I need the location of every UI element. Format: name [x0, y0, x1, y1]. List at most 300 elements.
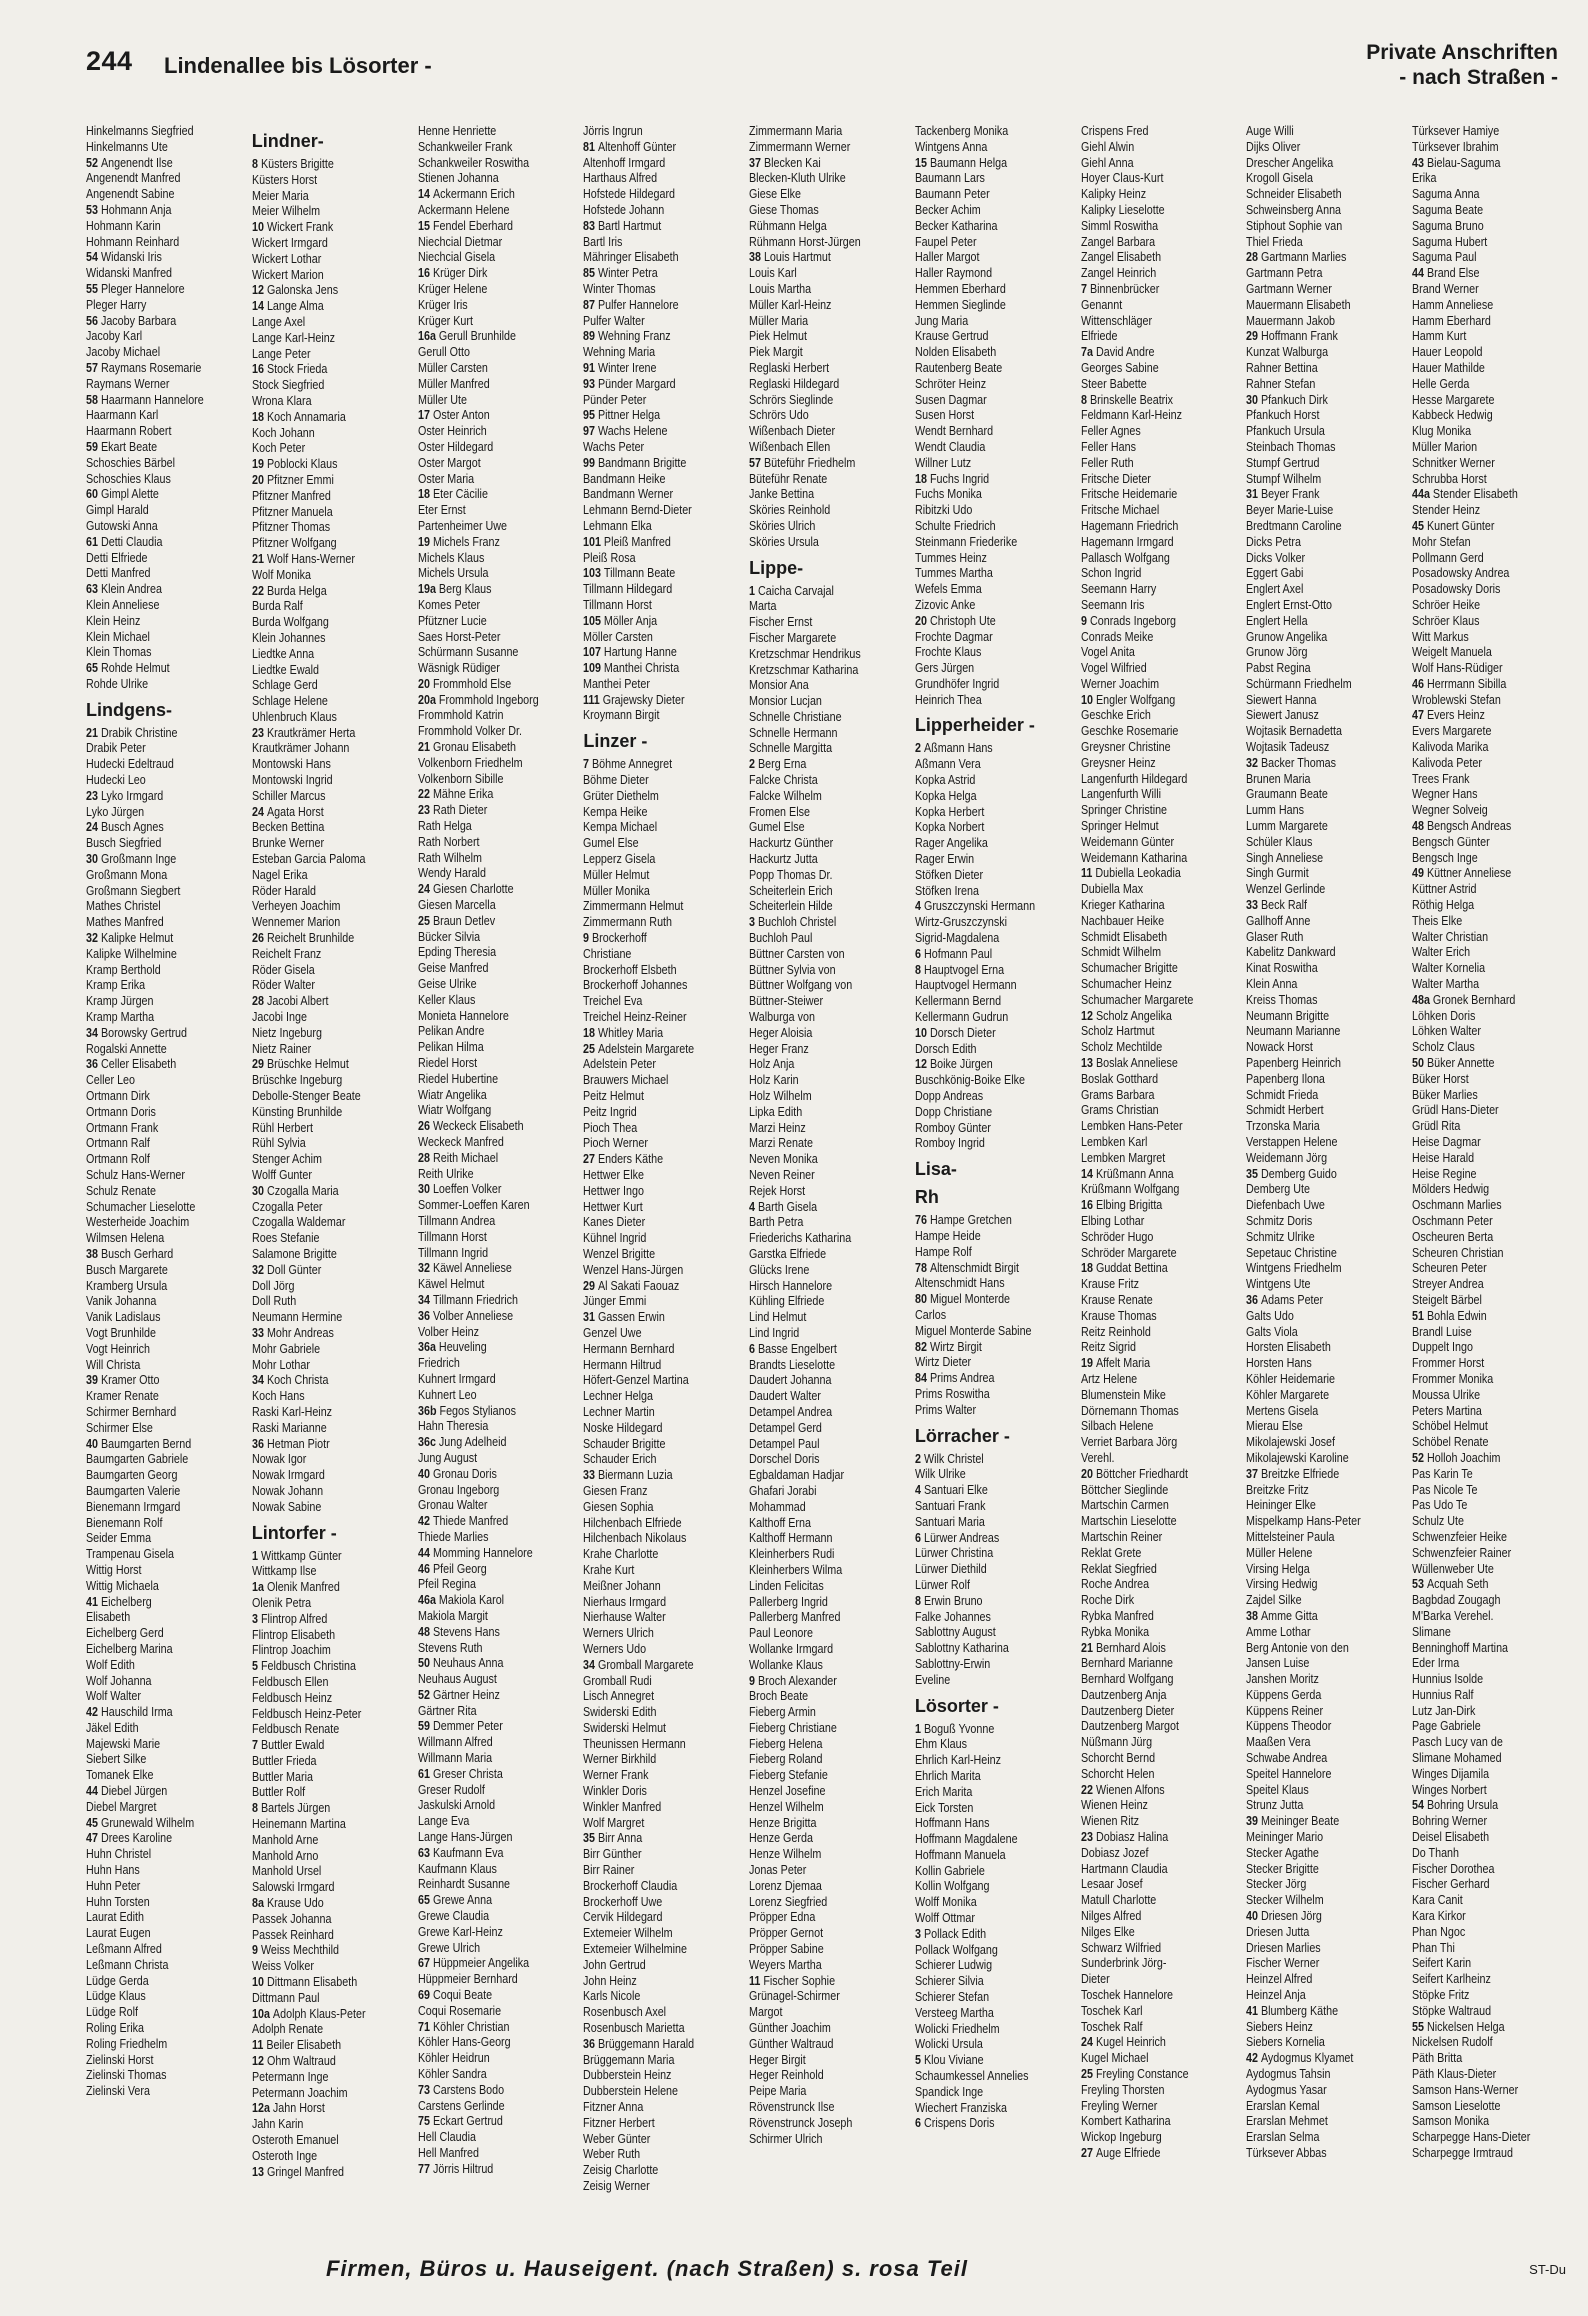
resident-entry: Giese Thomas [749, 202, 819, 217]
house-number: 52 [1412, 1450, 1428, 1465]
resident-entry: 4 Santuari Elke [914, 1483, 988, 1498]
resident-entry: Hunnius Ralf [1412, 1687, 1474, 1702]
resident-entry: Pfitzner Manfred [251, 488, 331, 503]
resident-entry: Frommer Horst [1412, 1356, 1485, 1371]
resident-entry: Scheiterlein Erich [749, 883, 833, 898]
resident-entry: 18 Whitley Maria [583, 1025, 664, 1040]
resident-entry: Kretzschmar Hendrikus [749, 646, 861, 661]
resident-entry: Birr Rainer [583, 1863, 635, 1878]
resident-entry: Heinrich Thea [914, 692, 982, 707]
resident-entry: 32 Kalipke Helmut [86, 931, 174, 946]
resident-entry: Reith Ulrike [417, 1166, 474, 1181]
resident-entry: Frochte Dagmar [914, 629, 993, 644]
resident-entry: Möller Carsten [583, 629, 654, 644]
street-heading: Lörracher - [914, 1425, 1010, 1446]
house-number: 24 [251, 804, 267, 819]
resident-entry: Baumann Peter [914, 187, 990, 202]
resident-entry: 12 Galonska Jens [251, 283, 338, 298]
resident-entry: Witt Markus [1412, 629, 1469, 644]
resident-entry: Petermann Joachim [251, 2085, 348, 2100]
resident-entry: 22 Mähne Erika [417, 787, 493, 802]
resident-entry: Noske Hildegard [583, 1420, 663, 1435]
house-number: 6 [914, 1530, 924, 1545]
resident-entry: Wojtasik Bernadetta [1246, 724, 1343, 739]
resident-entry: Koch Peter [251, 441, 305, 456]
house-number: 26 [251, 931, 267, 946]
resident-entry: Czogalla Peter [251, 1199, 323, 1214]
resident-entry: Michels Klaus [417, 550, 484, 565]
resident-entry: M'Barka Verehel. [1412, 1608, 1494, 1623]
section-title-line1: Private Anschriften [1366, 41, 1558, 64]
resident-entry: Winkler Manfred [583, 1799, 662, 1814]
resident-entry: 91 Winter Irene [583, 360, 657, 375]
resident-entry: Wehning Maria [583, 345, 656, 360]
resident-entry: Crispens Fred [1080, 124, 1149, 138]
resident-entry: Schankweiler Roswitha [417, 155, 529, 170]
resident-entry: 36c Jung Adelheid [417, 1435, 507, 1450]
resident-entry: Zeisig Werner [583, 2179, 651, 2193]
resident-entry: 41 Eichelberg [86, 1594, 152, 1609]
resident-entry: 24 Busch Agnes [86, 820, 164, 835]
resident-entry: Becker Katharina [914, 218, 998, 233]
resident-entry: Stienen Johanna [417, 171, 499, 186]
resident-entry: Pas Udo Te [1412, 1498, 1468, 1513]
resident-entry: Fischer Margarete [749, 630, 837, 645]
resident-entry: Manhold Ursel [251, 1864, 322, 1879]
resident-entry: 6 Basse Engelbert [749, 1341, 837, 1356]
resident-entry: Olenik Petra [251, 1595, 311, 1610]
resident-entry: Nierhause Walter [583, 1610, 666, 1625]
resident-entry: Müller Marion [1412, 439, 1478, 454]
resident-entry: 54 Bohring Ursula [1412, 1798, 1499, 1813]
resident-entry: Kaufmann Klaus [417, 1861, 497, 1876]
resident-entry: Zeisig Charlotte [583, 2163, 659, 2178]
house-number: 23 [251, 725, 267, 740]
resident-entry: Sablottny August [914, 1625, 996, 1640]
house-number: 19 [417, 534, 433, 549]
resident-entry: Brauwers Michael [583, 1073, 669, 1088]
resident-entry: Rövenstrunck Joseph [749, 2115, 853, 2130]
resident-entry: 84 Prims Andrea [914, 1371, 995, 1386]
resident-entry: Hofstede Johann [583, 202, 665, 217]
resident-entry: Geise Ulrike [417, 977, 477, 992]
house-number: 21 [86, 725, 101, 740]
resident-entry: Roche Andrea [1080, 1577, 1149, 1592]
resident-entry: 11 Dubiella Leokadia [1080, 866, 1181, 881]
resident-entry: Burda Ralf [251, 599, 303, 614]
street-heading: Lipperheider - [914, 715, 1035, 736]
resident-entry: 37 Blecken Kai [749, 155, 821, 170]
resident-entry: 81 Altenhoff Günter [583, 139, 677, 154]
house-number: 42 [86, 1705, 101, 1720]
resident-entry: Feller Hans [1080, 439, 1136, 454]
resident-entry: Thiede Marlies [417, 1529, 489, 1544]
resident-entry: Marzi Renate [749, 1136, 814, 1151]
resident-entry: 38 Busch Gerhard [86, 1246, 174, 1261]
resident-entry: Müller Helmut [583, 867, 650, 882]
resident-entry: Seemann Iris [1080, 597, 1145, 612]
resident-entry: Aßmann Vera [914, 757, 981, 772]
resident-entry: Samson Monika [1412, 2114, 1490, 2129]
resident-entry: Krause Fritz [1080, 1277, 1139, 1292]
footer-note: Firmen, Büros u. Hauseigent. (nach Straßen) s. rosa Teil [326, 2256, 968, 2281]
resident-entry: Sablottny-Erwin [914, 1656, 991, 1671]
resident-entry: Celler Leo [86, 1073, 136, 1088]
resident-entry: Hahn Theresia [417, 1419, 488, 1434]
resident-entry: Frochte Klaus [914, 645, 982, 660]
resident-entry: Deisel Elisabeth [1412, 1830, 1490, 1845]
resident-entry: Seifert Karlheinz [1412, 1972, 1492, 1987]
resident-entry: Hauptvogel Hermann [914, 978, 1017, 993]
resident-entry: Fieberg Stefanie [749, 1768, 829, 1783]
house-number: 32 [1246, 755, 1262, 770]
resident-entry: Kramberg Ursula [86, 1278, 168, 1293]
resident-entry: 19a Berg Klaus [417, 582, 492, 597]
house-number: 48 [1412, 819, 1428, 834]
resident-entry: 1 Caicha Carvajal [749, 583, 834, 598]
house-number: 19 [1080, 1356, 1096, 1371]
house-number: 3 [749, 915, 759, 930]
resident-entry: Lind Helmut [749, 1310, 807, 1325]
resident-entry: Schneider Elisabeth [1246, 187, 1343, 202]
resident-entry: Hinkelmanns Siegfried [86, 124, 194, 138]
resident-entry: Lange Hans-Jürgen [417, 1830, 512, 1845]
house-number: 29 [583, 1278, 599, 1293]
house-number: 4 [749, 1199, 759, 1214]
resident-entry: 61 Greser Christa [417, 1766, 503, 1781]
resident-entry: Georges Sabine [1080, 360, 1159, 375]
resident-entry: Nierhaus Irmgard [583, 1594, 667, 1609]
resident-entry: Ghafari Jorabi [749, 1483, 817, 1498]
resident-entry: Thiel Frieda [1246, 234, 1304, 249]
resident-entry: Pallasch Wolfgang [1080, 550, 1170, 565]
resident-entry: Müller Karl-Heinz [749, 297, 832, 312]
resident-entry: 8 Hauptvogel Erna [914, 962, 1004, 977]
resident-entry: Neumann Marianne [1246, 1024, 1341, 1039]
resident-entry: Swiderski Helmut [583, 1720, 667, 1735]
resident-entry: Lüdge Rolf [86, 2005, 139, 2020]
resident-entry: 54 Widanski Iris [86, 250, 162, 265]
house-number: 23 [417, 803, 433, 818]
resident-entry: Meier Wilhelm [251, 204, 320, 219]
house-number: 12 [914, 1057, 930, 1072]
resident-entry: Pelikan Andre [417, 1024, 484, 1039]
resident-entry: Heininger Elke [1246, 1498, 1317, 1513]
resident-entry: Liedtke Ewald [251, 662, 319, 677]
resident-entry: Ortmann Ralf [86, 1136, 150, 1151]
resident-entry: Kramp Berthold [86, 962, 161, 977]
resident-entry: Galts Viola [1246, 1324, 1299, 1339]
resident-entry: 29 Hoffmann Frank [1246, 329, 1339, 344]
resident-entry: Friederichs Katharina [749, 1231, 852, 1246]
resident-entry: Fieberg Roland [749, 1752, 823, 1767]
resident-entry: Mispelkamp Hans-Peter [1246, 1514, 1362, 1529]
resident-entry: 26 Reichelt Brunhilde [251, 931, 354, 946]
house-number: 40 [417, 1466, 433, 1481]
resident-entry: Coqui Rosemarie [417, 2003, 501, 2018]
resident-entry: Grams Christian [1080, 1103, 1159, 1118]
resident-entry: Scharpegge Irmtraud [1412, 2146, 1514, 2160]
resident-entry: Vogel Wilfried [1080, 661, 1147, 676]
house-number: 2 [749, 757, 759, 772]
resident-entry: 18 Guddat Bettina [1080, 1261, 1168, 1276]
directory-column [418, 124, 572, 2244]
resident-entry: Neumann Hermine [251, 1310, 342, 1325]
house-number: 55 [86, 281, 101, 296]
resident-entry: Schlage Gerd [251, 678, 318, 693]
resident-entry: Müller Ute [417, 392, 467, 407]
resident-entry: Stöpke Waltraud [1412, 2003, 1492, 2018]
resident-entry: Wollanke Irmgard [749, 1641, 834, 1656]
resident-entry: Fitzner Anna [583, 2100, 644, 2115]
resident-entry: Singh Anneliese [1246, 850, 1324, 865]
resident-entry: Schulte Friedrich [914, 518, 996, 533]
resident-entry: Wolff Ottmar [914, 1911, 975, 1926]
resident-entry: Schweinsberg Anna [1246, 202, 1342, 217]
resident-entry: Heinzel Alfred [1246, 1972, 1313, 1987]
resident-entry: Extemeier Wilhelm [583, 1926, 673, 1941]
resident-entry: Wienen Heinz [1080, 1798, 1148, 1813]
resident-entry: Huhn Christel [86, 1847, 152, 1862]
resident-entry: Zielinski Thomas [86, 2068, 167, 2083]
house-number: 24 [86, 820, 101, 835]
resident-entry: Breitzke Fritz [1246, 1482, 1310, 1497]
resident-entry: Krogoll Gisela [1246, 171, 1314, 186]
resident-entry: Rybka Monika [1080, 1624, 1149, 1639]
resident-entry: Pioch Werner [583, 1136, 649, 1151]
directory-column [1412, 124, 1566, 2244]
resident-entry: Sablottny Katharina [914, 1641, 1009, 1656]
resident-entry: Dijks Oliver [1246, 139, 1301, 154]
resident-entry: Posadowsky Doris [1412, 582, 1501, 597]
resident-entry: Wirtz Dieter [914, 1355, 972, 1370]
resident-entry: 30 Großmann Inge [86, 852, 177, 867]
resident-entry: Extemeier Wilhelmine [583, 1942, 688, 1957]
resident-entry: Buschkönig-Boike Elke [914, 1073, 1025, 1088]
resident-entry: 9 Weiss Mechthild [251, 1943, 339, 1958]
resident-entry: 24 Kugel Heinrich [1080, 2035, 1166, 2050]
resident-entry: Schankweiler Frank [417, 139, 512, 154]
house-number: 50 [1412, 1056, 1428, 1071]
house-number: 44 [417, 1545, 433, 1560]
resident-entry: Martschin Reiner [1080, 1529, 1162, 1544]
resident-entry: Fischer Dorothea [1412, 1861, 1495, 1876]
resident-entry: Feldmann Karl-Heinz [1080, 408, 1182, 423]
resident-entry: 55 Pleger Hannelore [86, 281, 185, 296]
resident-entry: Feller Agnes [1080, 424, 1141, 439]
house-number: 22 [1080, 1782, 1096, 1797]
resident-entry: Schöbel Renate [1412, 1435, 1489, 1450]
resident-entry: Santuari Frank [914, 1498, 986, 1513]
resident-entry: Feldbusch Renate [251, 1722, 340, 1737]
resident-entry: Wickert Irmgard [251, 235, 328, 250]
resident-entry: Dieter [1080, 1972, 1110, 1987]
resident-entry: Kopka Norbert [914, 820, 985, 835]
resident-entry: Volber Heinz [417, 1324, 479, 1339]
directory-column [86, 124, 240, 2244]
resident-entry: Moussa Ulrike [1412, 1387, 1481, 1402]
resident-entry: Kopka Astrid [914, 773, 976, 788]
house-number: 2 [914, 1451, 924, 1466]
resident-entry: Meininger Mario [1246, 1830, 1324, 1845]
resident-entry: 82 Wirtz Birgit [914, 1339, 982, 1354]
resident-entry: Egbaldaman Hadjar [749, 1468, 845, 1483]
resident-entry: 29 Al Sakati Faouaz [583, 1278, 680, 1293]
resident-entry: Dörnemann Thomas [1080, 1403, 1179, 1418]
resident-entry: Bartl Iris [583, 234, 623, 249]
resident-entry: Speitel Klaus [1246, 1782, 1310, 1797]
resident-entry: Nowak Johann [251, 1483, 323, 1498]
resident-entry: Schorcht Helen [1080, 1766, 1155, 1781]
resident-entry: Romboy Ingrid [914, 1136, 985, 1151]
resident-entry: 26 Weckeck Elisabeth [417, 1119, 524, 1134]
resident-entry: 111 Grajewsky Dieter [583, 692, 685, 707]
house-number: 47 [1412, 708, 1428, 723]
house-number: 10 [914, 1025, 930, 1040]
resident-entry: Graumann Beate [1246, 787, 1329, 802]
resident-entry: Christiane [583, 946, 632, 961]
resident-entry: Küppens Gerda [1246, 1687, 1322, 1702]
resident-entry: Mathes Christel [86, 899, 161, 914]
resident-entry: Scholz Hartmut [1080, 1024, 1155, 1039]
resident-entry: 45 Kunert Günter [1412, 518, 1495, 533]
resident-entry: Esteban Garcia Paloma [251, 852, 366, 867]
resident-entry: Gutowski Anna [86, 518, 158, 533]
resident-entry: Susen Dagmar [914, 392, 987, 407]
resident-entry: Petermann Inge [251, 2069, 329, 2084]
resident-entry: Neven Monika [749, 1152, 818, 1167]
resident-entry: Klein Anneliese [86, 597, 160, 612]
page-range: Lindenallee bis Lösorter - [164, 53, 432, 78]
resident-entry: Hilchenbach Elfriede [583, 1515, 682, 1530]
resident-entry: 3 Pollack Edith [914, 1926, 986, 1941]
resident-entry: Köhler Heidemarie [1246, 1371, 1336, 1386]
resident-entry: 23 Krautkrämer Herta [251, 725, 356, 740]
house-number: 36c [417, 1435, 439, 1450]
resident-entry: Pioch Thea [583, 1120, 638, 1135]
house-number: 44 [1412, 266, 1428, 281]
resident-entry: Treichel Eva [583, 994, 643, 1009]
resident-entry: Kreiss Thomas [1246, 992, 1318, 1007]
resident-entry: Kramp Jürgen [86, 994, 154, 1009]
house-number: 4 [914, 1483, 924, 1498]
street-heading: Linzer - [583, 731, 648, 752]
resident-entry: Wolf Johanna [86, 1673, 152, 1688]
resident-entry: Schiller Marcus [251, 788, 326, 803]
resident-entry: Küppens Reiner [1246, 1703, 1324, 1718]
resident-entry: Lorenz Siegfried [749, 1894, 828, 1909]
resident-entry: Wenzel Gerlinde [1246, 882, 1326, 897]
resident-entry: Aydogmus Yasar [1246, 2082, 1328, 2097]
resident-entry: Drabik Peter [86, 741, 146, 756]
house-number: 103 [583, 566, 605, 581]
resident-entry: Schmitz Doris [1246, 1213, 1313, 1228]
resident-entry: Schmidt Elisabeth [1080, 929, 1167, 944]
house-number: 87 [583, 297, 599, 312]
resident-entry: Feldbusch Heinz [251, 1690, 332, 1705]
resident-entry: Sommer-Loeffen Karen [417, 1198, 530, 1213]
resident-entry: Stöfken Irena [914, 883, 979, 898]
resident-entry: Grundhöfer Ingrid [914, 676, 1000, 691]
resident-entry: Dubberstein Helene [583, 2084, 679, 2099]
resident-entry: Weber Ruth [583, 2147, 641, 2162]
resident-entry: Buttler Maria [251, 1769, 313, 1784]
resident-entry: 48 Bengsch Andreas [1412, 819, 1512, 834]
resident-entry: Wenzel Brigitte [583, 1246, 656, 1261]
resident-entry: Springer Helmut [1080, 819, 1159, 834]
resident-entry: 21 Drabik Christine [86, 725, 178, 740]
resident-entry: Kretzschmar Katharina [749, 662, 859, 677]
resident-entry: Riedel Horst [417, 1056, 477, 1071]
house-number: 37 [1246, 1466, 1262, 1481]
resident-entry: 31 Gassen Erwin [583, 1310, 666, 1325]
house-number: 9 [251, 1943, 261, 1958]
footer-code: ST-Du [1529, 2262, 1566, 2277]
resident-entry: Jonas Peter [749, 1863, 807, 1878]
resident-entry: Roche Dirk [1080, 1593, 1134, 1608]
resident-entry: Büker Marlies [1412, 1087, 1478, 1102]
resident-entry: Schmidt Frieda [1246, 1087, 1319, 1102]
resident-entry: 67 Hüppmeier Angelika [417, 1956, 529, 1971]
house-number: 48a [1412, 992, 1434, 1007]
resident-entry: 23 Rath Dieter [417, 803, 487, 818]
resident-entry: Wolf Monika [251, 567, 311, 582]
directory-column [252, 124, 406, 2244]
resident-entry: Krahe Kurt [583, 1562, 635, 1577]
resident-entry: Sköries Ulrich [749, 518, 816, 533]
resident-entry: Heinemann Martina [251, 1817, 346, 1832]
resident-entry: Wirtz-Gruszczynski [914, 915, 1007, 930]
house-number: 20a [417, 692, 439, 707]
resident-entry: Vogt Brunhilde [86, 1325, 156, 1340]
resident-entry: Kombert Katharina [1080, 2114, 1171, 2129]
resident-entry: Haarmann Karl [86, 408, 159, 423]
resident-entry: Lechner Martin [583, 1404, 656, 1419]
resident-entry: Elfriede [1080, 329, 1118, 344]
resident-entry: Hilchenbach Nikolaus [583, 1531, 687, 1546]
resident-entry: Bernhard Marianne [1080, 1656, 1173, 1671]
resident-entry: Artz Helene [1080, 1371, 1137, 1386]
resident-entry: Geschke Erich [1080, 708, 1151, 723]
resident-entry: Schumacher Margarete [1080, 992, 1193, 1007]
resident-entry: Hackurtz Jutta [749, 852, 818, 867]
house-number: 27 [1080, 2146, 1096, 2160]
resident-entry: Rahner Bettina [1246, 360, 1319, 375]
resident-entry: 9 Broch Alexander [749, 1673, 837, 1688]
house-number: 93 [583, 376, 599, 391]
resident-entry: John Heinz [583, 1973, 638, 1988]
house-number: 16 [251, 362, 267, 377]
resident-entry: Heger Aloisia [749, 1025, 813, 1040]
resident-entry: Kellermann Gudrun [914, 1010, 1009, 1025]
resident-entry: 30 Loeffen Volker [417, 1182, 502, 1197]
house-number: 63 [417, 1845, 433, 1860]
house-number: 19a [417, 582, 439, 597]
resident-entry: Marzi Heinz [749, 1120, 806, 1135]
resident-entry: Romboy Günter [914, 1120, 991, 1135]
resident-entry: Karls Nicole [583, 1989, 641, 2004]
resident-entry: Greser Rudolf [417, 1782, 485, 1797]
resident-entry: Hesse Margarete [1412, 392, 1495, 407]
resident-entry: Nilges Alfred [1080, 1909, 1142, 1924]
house-number: 59 [86, 439, 101, 454]
resident-entry: Eggert Gabi [1246, 566, 1304, 581]
resident-entry: Demberg Ute [1246, 1182, 1311, 1197]
resident-entry: Henze Wilhelm [749, 1847, 822, 1862]
resident-entry: Päth Britta [1412, 2051, 1463, 2066]
house-number: 8 [251, 1801, 261, 1816]
resident-entry: Hüppmeier Bernhard [417, 1972, 518, 1987]
